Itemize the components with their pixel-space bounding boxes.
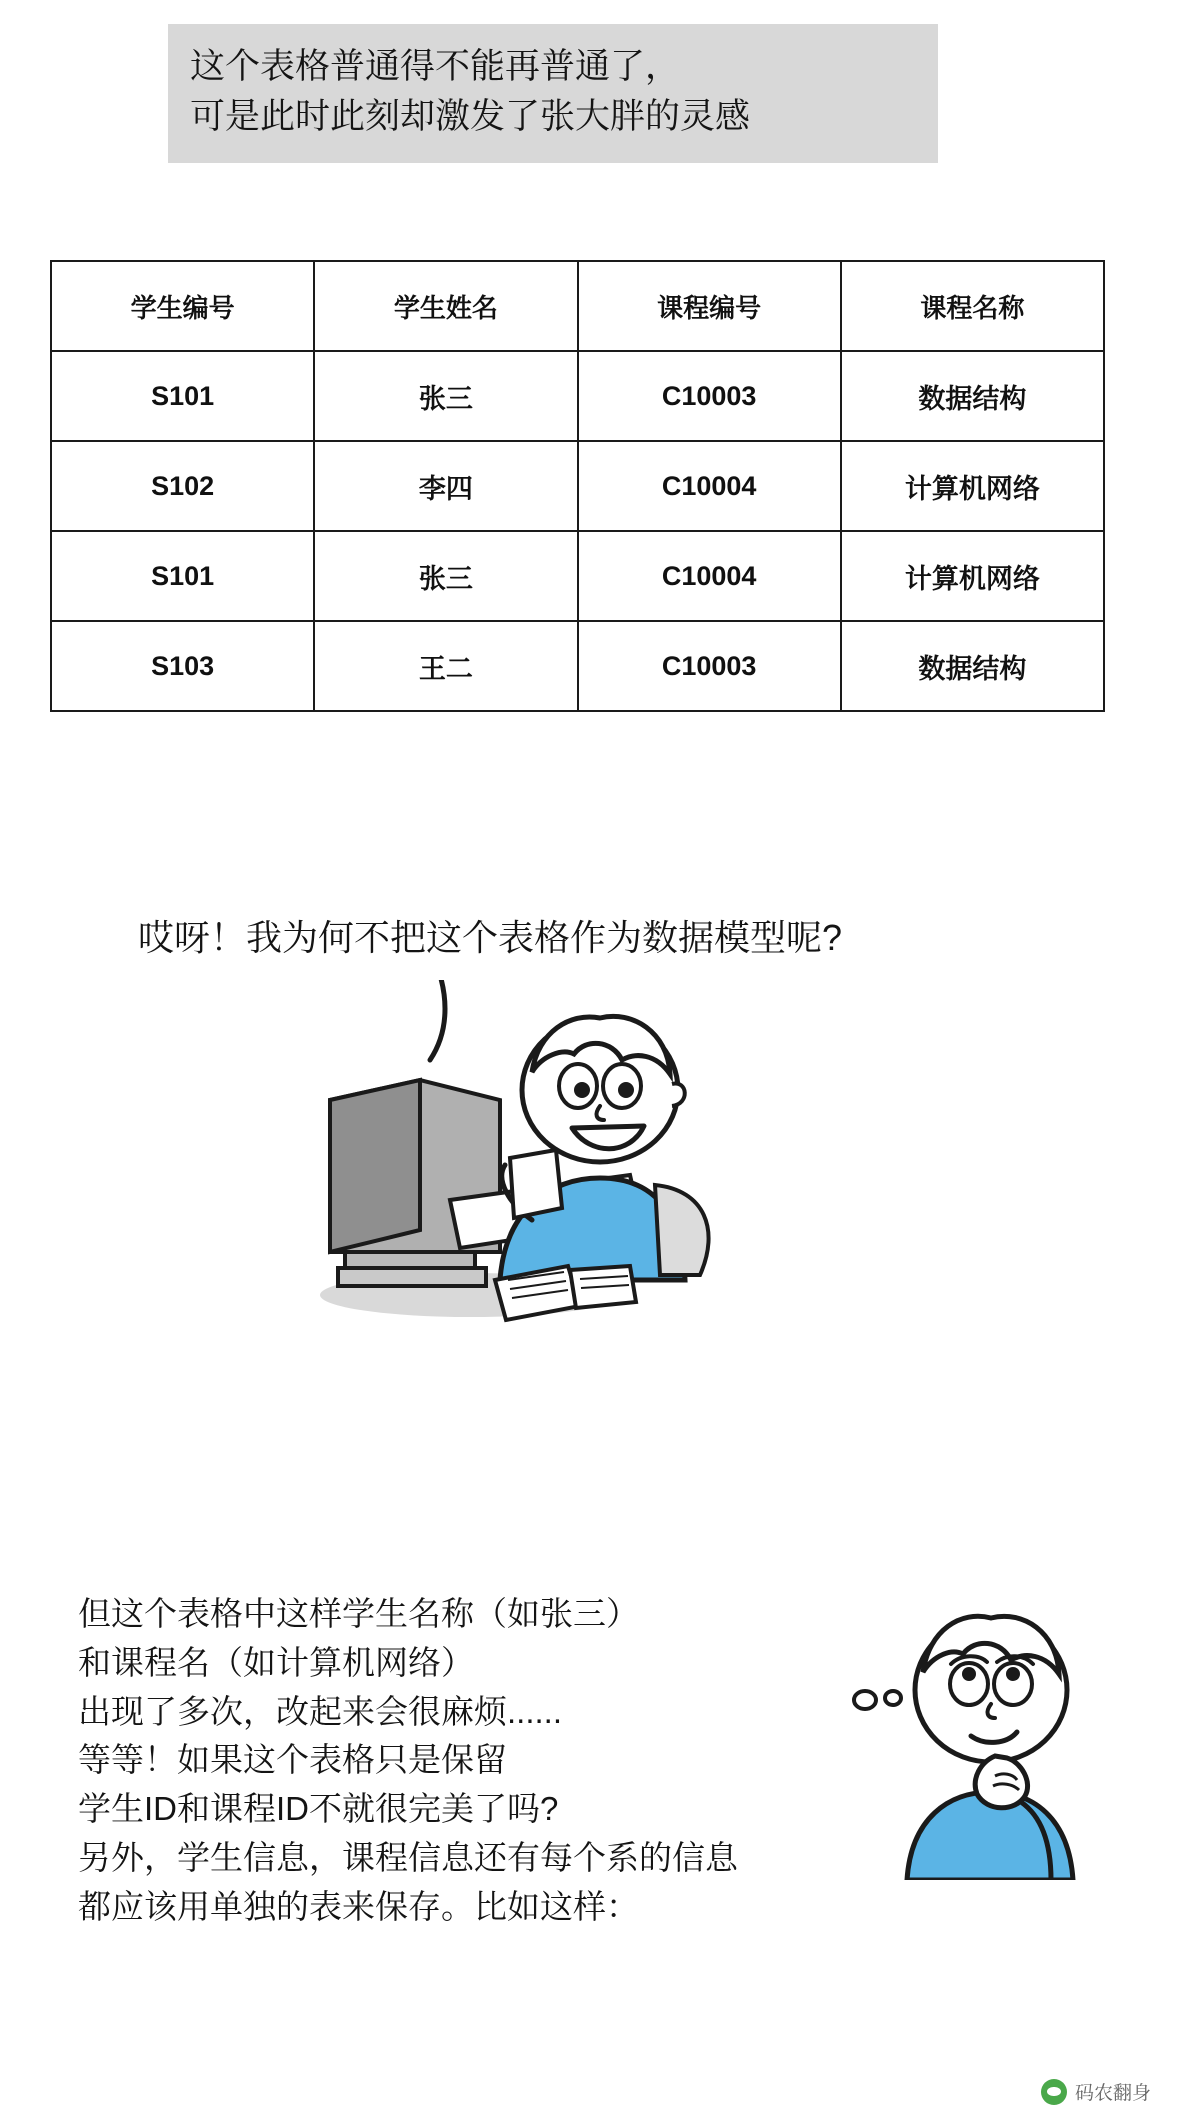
speech-line: 都应该用单独的表来保存。比如这样： [78,1887,639,1925]
table-cell: 李四 [314,441,577,531]
brand-label: 码农翻身 [1074,2083,1151,2104]
table-header-cell: 课程编号 [578,261,841,351]
table-cell: 张三 [314,351,577,441]
illustration-person-at-computer [300,980,770,1400]
table-header-cell: 学生姓名 [314,261,577,351]
table-cell: S101 [51,351,314,441]
caption-line-2: 可是此时此刻却激发了张大胖的灵感 [190,96,751,136]
table-cell: 计算机网络 [841,441,1104,531]
speech-line: 和课程名（如计算机网络） [78,1643,474,1681]
table-cell: S103 [51,621,314,711]
speech-line: 但这个表格中这样学生名称（如张三） [78,1595,639,1632]
table-row [51,621,1104,711]
table-header-cell: 学生编号 [51,261,314,351]
table-cell: C10003 [578,351,841,441]
table-cell: 张三 [314,531,577,621]
table-cell: S101 [51,531,314,621]
table-cell: 王二 [314,621,577,711]
caption-banner [168,24,938,163]
table-row [51,351,1104,441]
table-row [51,531,1104,621]
student-course-table [50,260,1105,712]
table-cell: C10004 [578,441,841,531]
speech-bubble-text-top: 哎呀！我为何不把这个表格作为数据模型呢? [138,917,843,958]
illustration-thinking-person [845,1580,1095,1880]
table-row [51,441,1104,531]
table-cell: 数据结构 [841,621,1104,711]
table-header-row [51,261,1104,351]
speech-line: 等等！如果这个表格只是保留 [78,1741,507,1779]
table-cell: 计算机网络 [841,531,1104,621]
person-at-computer-svg [300,980,770,1400]
table-cell: 数据结构 [841,351,1104,441]
speech-line: 另外，学生信息，课程信息还有每个系的信息 [78,1839,738,1877]
table-header-cell: 课程名称 [841,261,1104,351]
table-cell: S102 [51,441,314,531]
footer-watermark [1041,2078,1151,2105]
caption-line-1: 这个表格普通得不能再普通了， [190,47,681,86]
wechat-icon [1041,2079,1067,2105]
thinking-person-svg [845,1580,1095,1880]
table-cell: C10003 [578,621,841,711]
speech-line: 出现了多次，改起来会很麻烦...... [78,1692,563,1730]
table-cell: C10004 [578,531,841,621]
speech-bubble-text-bottom [78,1590,908,1932]
speech-line: 学生ID和课程ID不就很完美了吗? [78,1790,559,1828]
